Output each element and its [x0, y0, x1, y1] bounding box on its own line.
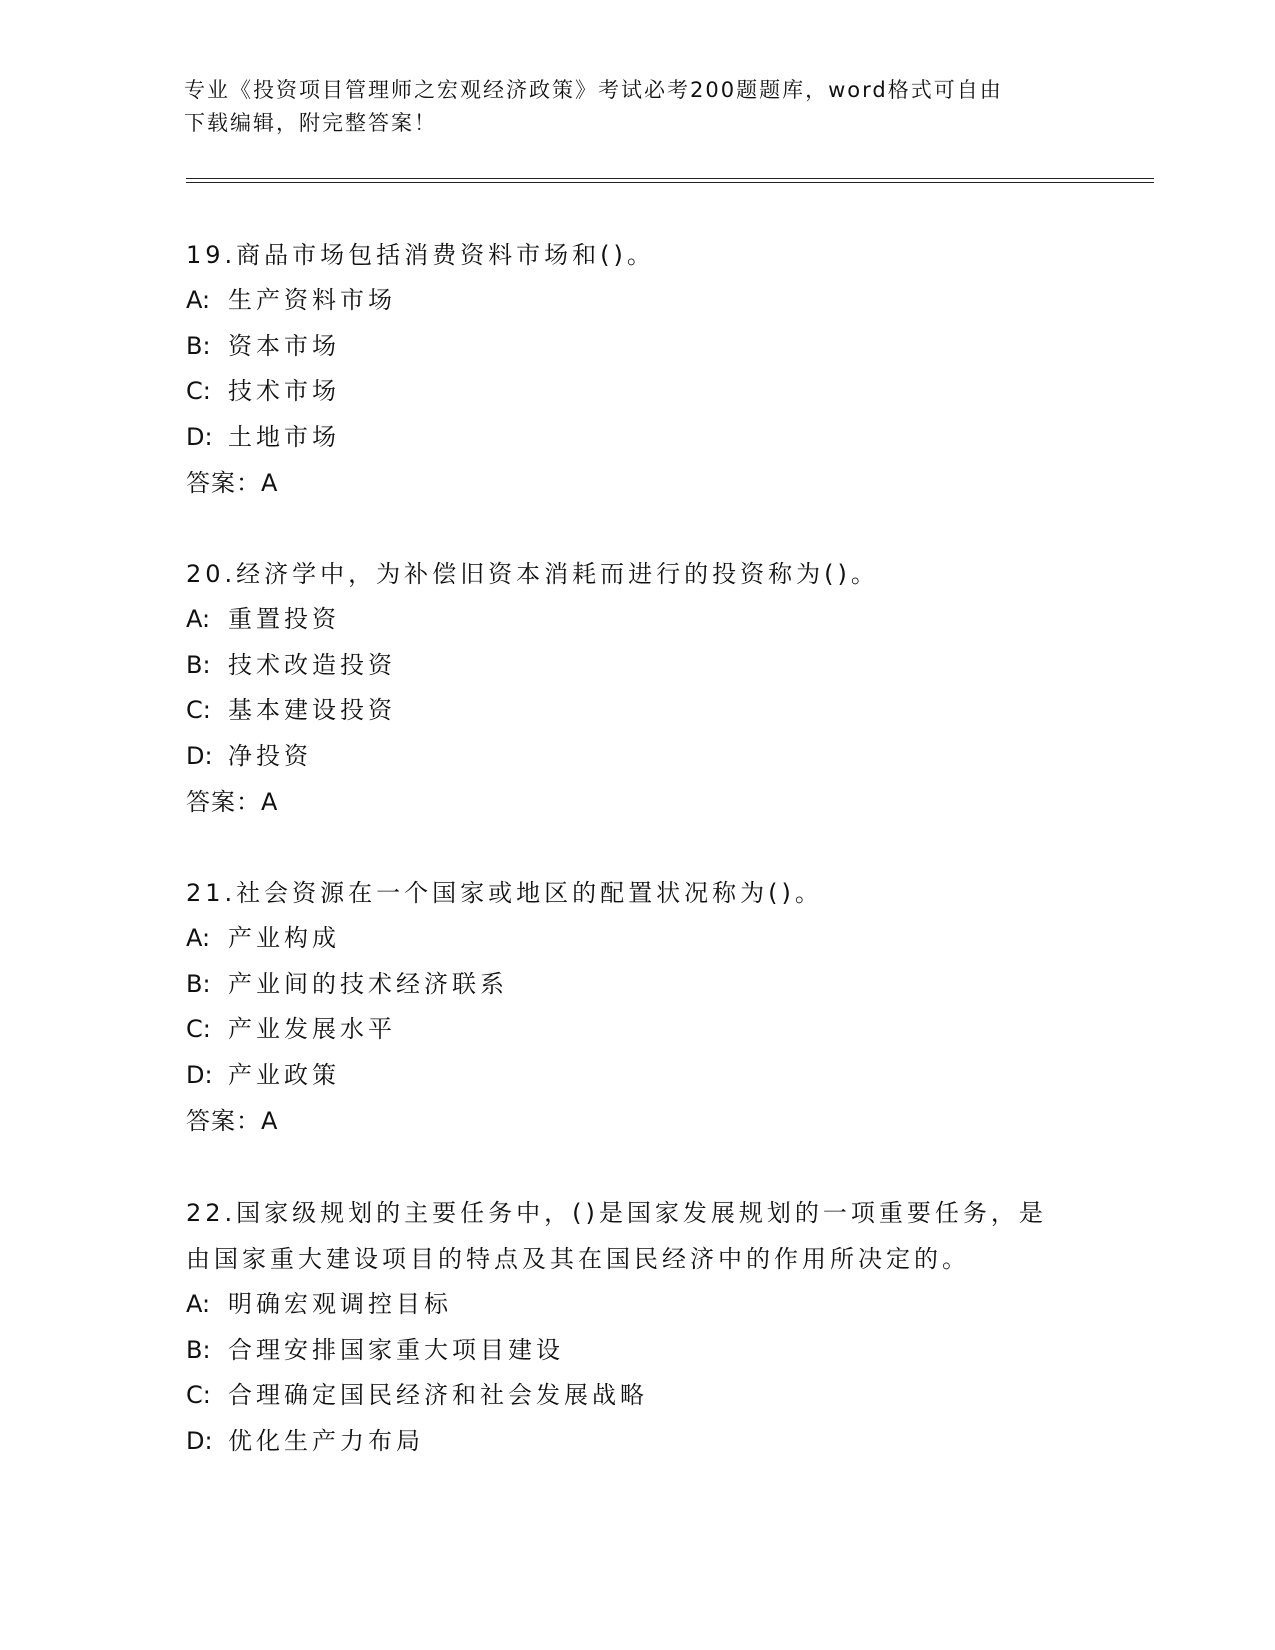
- option-text: 产业构成: [228, 924, 340, 952]
- option-text: 合理确定国民经济和社会发展战略: [228, 1381, 648, 1409]
- option-b: [186, 643, 1086, 689]
- option-text: 重置投资: [228, 605, 340, 633]
- option-text: 技术市场: [228, 377, 340, 405]
- question-stem: 21.社会资源在一个国家或地区的配置状况称为()。: [186, 879, 823, 907]
- option-letter: A:: [186, 605, 211, 633]
- option-letter: B:: [186, 331, 211, 360]
- option-c: [186, 369, 1086, 415]
- option-letter: A:: [186, 924, 211, 952]
- option-letter: D:: [186, 1426, 213, 1455]
- option-text: 优化生产力布局: [228, 1426, 424, 1455]
- option-d: [186, 1419, 1086, 1465]
- option-text: 合理安排国家重大项目建设: [228, 1335, 564, 1364]
- option-letter: B:: [186, 969, 211, 998]
- question-20: [186, 551, 1086, 825]
- option-d: [186, 415, 1086, 461]
- option-text: 生产资料市场: [228, 286, 396, 314]
- question-stem-line-1: 22.国家级规划的主要任务中，()是国家发展规划的一项重要任务，是: [186, 1199, 1047, 1227]
- option-text: 产业政策: [228, 1060, 340, 1089]
- option-c: [186, 1007, 1086, 1053]
- option-letter: A:: [186, 1290, 211, 1318]
- option-b: [186, 324, 1086, 370]
- option-b: [186, 1328, 1086, 1374]
- option-letter: D:: [186, 422, 213, 451]
- option-text: 基本建设投资: [228, 696, 396, 724]
- header-line-1: 专业《投资项目管理师之宏观经济政策》考试必考200题题库，word格式可自由: [184, 78, 1003, 102]
- header-line-2: 下载编辑，附完整答案！: [184, 111, 437, 135]
- option-d: [186, 1053, 1086, 1099]
- option-letter: C:: [186, 1015, 211, 1043]
- document-header: [184, 74, 1074, 140]
- option-letter: A:: [186, 286, 211, 314]
- option-text: 净投资: [228, 741, 312, 770]
- answer: 答案：A: [186, 469, 279, 497]
- option-b: [186, 962, 1086, 1008]
- option-text: 产业发展水平: [228, 1015, 396, 1043]
- option-a: [186, 278, 1086, 324]
- option-text: 明确宏观调控目标: [228, 1290, 452, 1318]
- question-stem: 19.商品市场包括消费资料市场和()。: [186, 241, 655, 269]
- answer: 答案：A: [186, 788, 279, 816]
- option-letter: B:: [186, 650, 211, 679]
- option-c: [186, 1373, 1086, 1419]
- option-text: 土地市场: [228, 422, 340, 451]
- option-a: [186, 597, 1086, 643]
- option-letter: C:: [186, 696, 211, 724]
- option-a: [186, 1282, 1086, 1328]
- header-divider-bottom: [186, 182, 1154, 183]
- option-letter: C:: [186, 1381, 211, 1409]
- option-d: [186, 734, 1086, 780]
- option-c: [186, 688, 1086, 734]
- header-divider-top: [186, 178, 1154, 179]
- question-stem-line-2: 由国家重大建设项目的特点及其在国民经济中的作用所决定的。: [186, 1245, 970, 1273]
- option-text: 资本市场: [228, 331, 340, 360]
- question-22: [186, 1190, 1086, 1464]
- answer: 答案：A: [186, 1107, 279, 1135]
- option-letter: C:: [186, 377, 211, 405]
- option-text: 技术改造投资: [228, 650, 396, 679]
- option-a: [186, 916, 1086, 962]
- question-stem: 20.经济学中，为补偿旧资本消耗而进行的投资称为()。: [186, 560, 879, 588]
- option-letter: D:: [186, 1060, 213, 1089]
- option-letter: B:: [186, 1335, 211, 1364]
- option-letter: D:: [186, 741, 213, 770]
- question-19: [186, 232, 1086, 506]
- option-text: 产业间的技术经济联系: [228, 969, 508, 998]
- question-21: [186, 870, 1086, 1144]
